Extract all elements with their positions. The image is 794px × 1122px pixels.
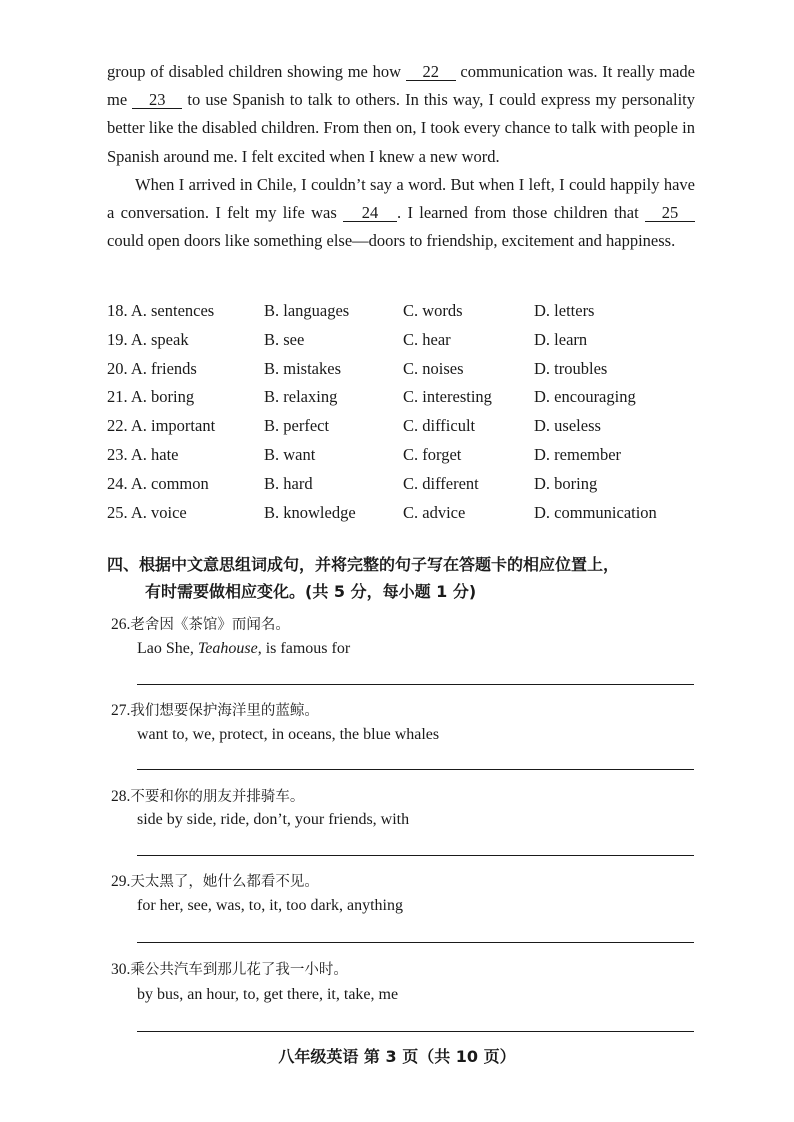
word-list: want to, we, protect, in oceans, the blue whales — [137, 726, 440, 743]
option-a: 21. A. boring — [107, 387, 195, 406]
option-c: C. interesting — [403, 387, 492, 406]
passage-text: communication was. It really made me — [107, 62, 695, 110]
question-number: 28. — [111, 788, 131, 805]
question-27 — [111, 699, 319, 720]
option-d: D. useless — [534, 416, 601, 435]
question-number: 30. — [111, 961, 131, 978]
option-c: C. forget — [403, 445, 462, 464]
option-d: D. communication — [534, 503, 657, 522]
passage-paragraph-2 — [107, 171, 695, 256]
option-a: 20. A. friends — [107, 359, 197, 378]
option-b: B. want — [264, 445, 316, 464]
answer-line-30 — [137, 1031, 694, 1032]
options-row-18 — [107, 301, 707, 329]
question-chinese: 天太黑了，她什么都看不见。 — [130, 874, 319, 890]
question-number: 29. — [111, 873, 131, 890]
question-29-words — [137, 897, 403, 915]
options-row-20 — [107, 359, 707, 387]
section-4-heading-line-2: 有时需要做相应变化。(共 5 分，每小题 1 分) — [145, 582, 477, 601]
option-a: 25. A. voice — [107, 503, 187, 522]
question-chinese: 不要和你的朋友并排骑车。 — [130, 789, 305, 805]
question-chinese: 我们想要保护海洋里的蓝鲸。 — [130, 703, 319, 719]
options-row-23 — [107, 445, 707, 473]
word-list: for her, see, was, to, it, too dark, anything — [137, 897, 403, 914]
page-footer: 八年级英语 第 3 页（共 10 页） — [278, 1047, 516, 1066]
question-30 — [111, 958, 348, 979]
option-b: B. knowledge — [264, 503, 356, 522]
answer-line-28 — [137, 855, 694, 856]
word-list: side by side, ride, don’t, your friends, with — [137, 811, 410, 828]
question-26 — [111, 613, 290, 634]
passage-text: . I learned from those children that — [397, 203, 645, 223]
blank-24: 24 — [343, 204, 397, 222]
option-c: C. words — [403, 301, 463, 320]
option-d: D. learn — [534, 330, 588, 349]
option-d: D. remember — [534, 445, 622, 464]
passage-text: to use Spanish to talk to others. In this way, I could express my personality better like the disabled children. From then on, I took every chance to talk with people in Spanish around me. I felt excited when I knew a new word. — [107, 90, 695, 166]
question-chinese: 乘公共汽车到那儿花了我一小时。 — [130, 962, 348, 978]
option-d: D. troubles — [534, 359, 608, 378]
option-c: C. difficult — [403, 416, 476, 435]
option-d: D. encouraging — [534, 387, 636, 406]
answer-line-26 — [137, 684, 694, 685]
option-a: 24. A. common — [107, 474, 209, 493]
option-c: C. hear — [403, 330, 451, 349]
option-a: 19. A. speak — [107, 330, 189, 349]
option-b: B. mistakes — [264, 359, 341, 378]
options-row-21 — [107, 387, 707, 415]
section-4-heading — [107, 551, 707, 605]
answer-line-27 — [137, 769, 694, 770]
passage-text: group of disabled children showing me how — [107, 62, 406, 81]
blank-22: 22 — [406, 63, 456, 81]
word-list: Lao She, — [137, 640, 198, 657]
question-26-words — [137, 640, 350, 658]
question-28 — [111, 785, 304, 806]
option-a: 18. A. sentences — [107, 301, 215, 320]
book-title: Teahouse — [197, 640, 258, 657]
option-c: C. different — [403, 474, 479, 493]
question-27-words — [137, 726, 439, 744]
option-b: B. perfect — [264, 416, 330, 435]
option-b: B. relaxing — [264, 387, 338, 406]
passage-text: When I arrived in Chile, I couldn’t say a word. But when I left, I could happily have a conversation. I felt my life was — [107, 175, 695, 223]
question-28-words — [137, 811, 409, 829]
options-row-25 — [107, 503, 707, 531]
options-row-24 — [107, 474, 707, 502]
option-b: B. languages — [264, 301, 350, 320]
word-list-tail: , is famous for — [257, 640, 351, 657]
option-a: 23. A. hate — [107, 445, 179, 464]
option-c: C. noises — [403, 359, 464, 378]
passage-paragraph-1 — [107, 58, 695, 171]
options-row-19 — [107, 330, 707, 358]
option-c: C. advice — [403, 503, 466, 522]
option-b: B. hard — [264, 474, 313, 493]
question-number: 26. — [111, 616, 131, 633]
question-30-words — [137, 986, 398, 1004]
option-b: B. see — [264, 330, 305, 349]
options-row-22 — [107, 416, 707, 444]
blank-23: 23 — [132, 91, 182, 109]
option-a: 22. A. important — [107, 416, 216, 435]
answer-line-29 — [137, 942, 694, 943]
option-d: D. boring — [534, 474, 598, 493]
section-4-heading-line-1: 四、根据中文意思组词成句，并将完整的句子写在答题卡的相应位置上， — [107, 555, 620, 574]
word-list: by bus, an hour, to, get there, it, take, me — [137, 986, 399, 1003]
passage-text: could open doors like something else—doors to friendship, excitement and happiness. — [107, 231, 676, 251]
question-29 — [111, 870, 319, 891]
question-number: 27. — [111, 702, 131, 719]
question-chinese: 老舍因《茶馆》而闻名。 — [130, 617, 290, 633]
option-d: D. letters — [534, 301, 595, 320]
blank-25: 25 — [645, 204, 695, 222]
